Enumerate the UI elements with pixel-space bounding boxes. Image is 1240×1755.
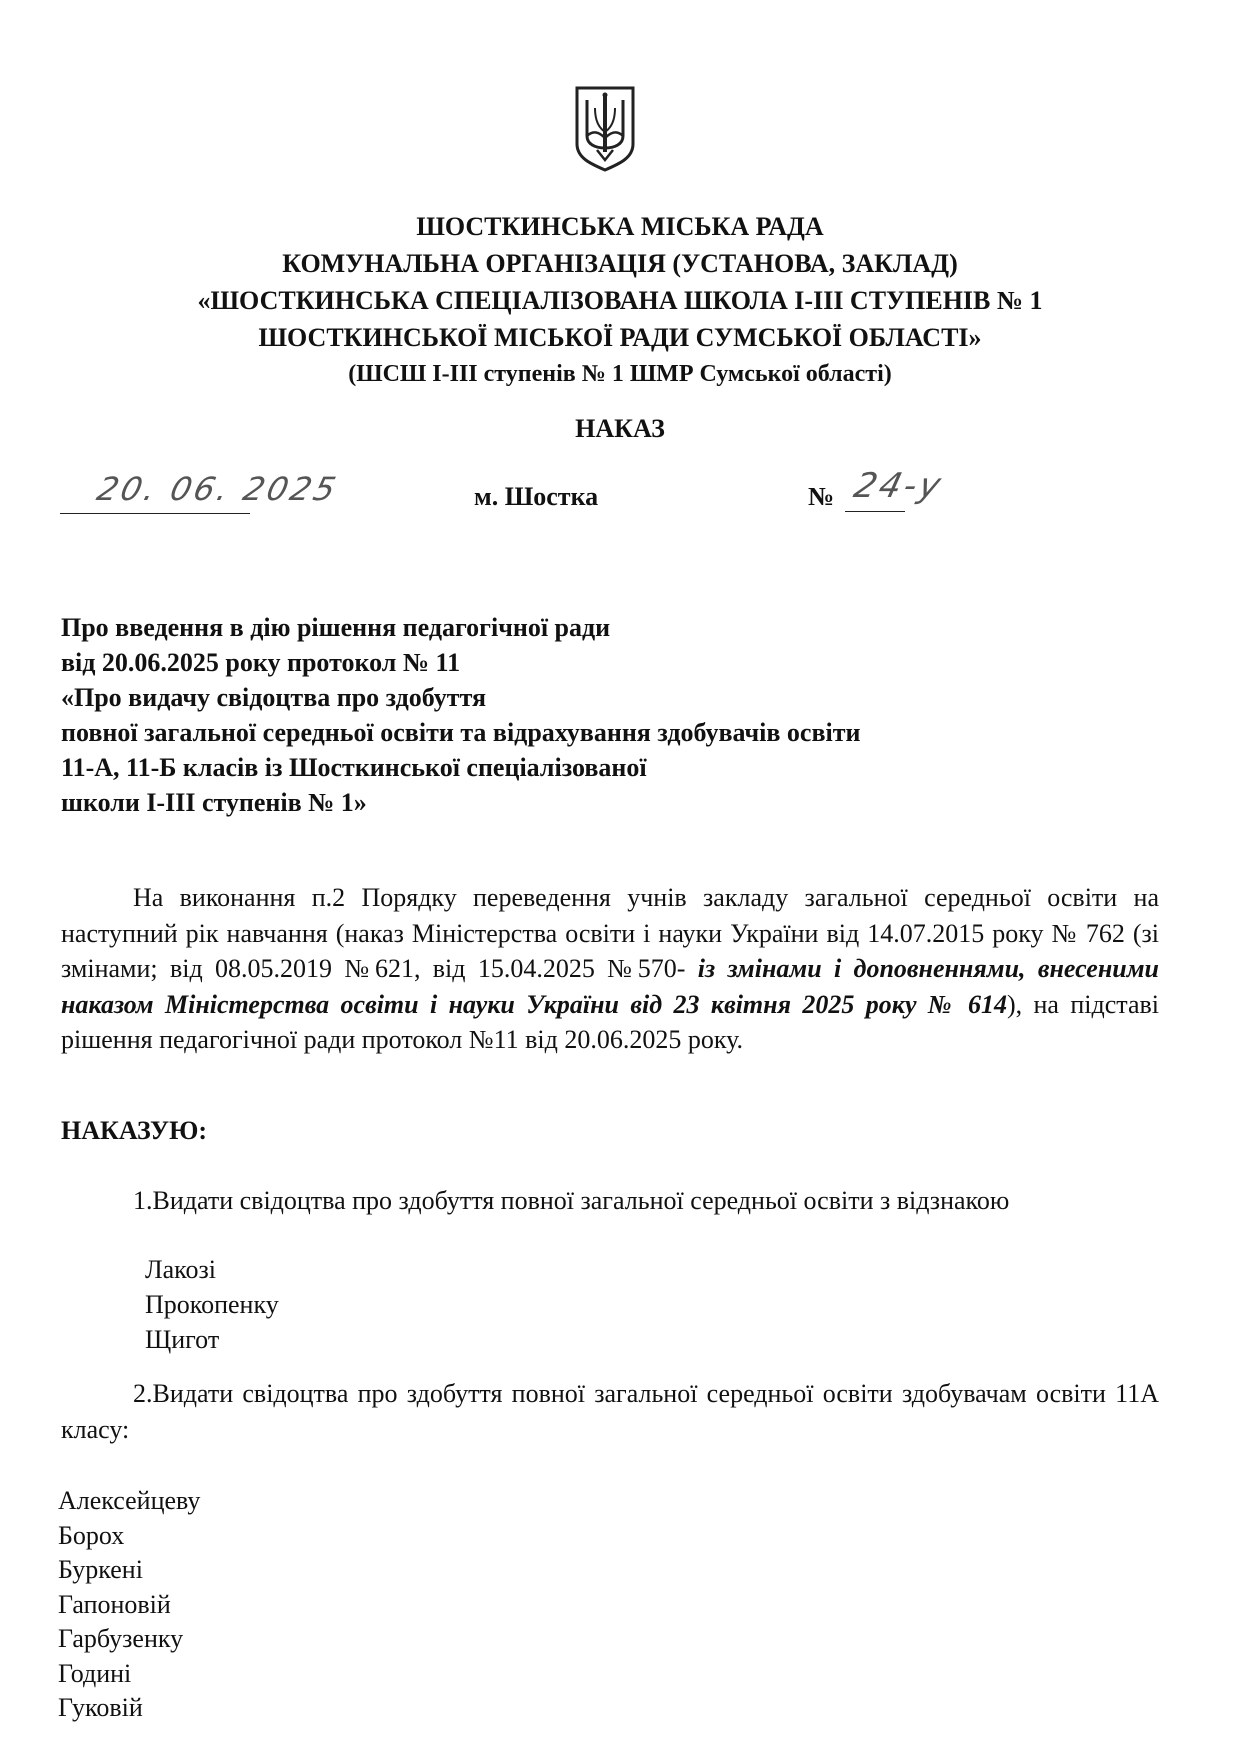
order-subject <box>61 610 1061 820</box>
preamble-text-end: ), на підставі рішення педагогічної ради протокол №11 від 20.06.2025 року. <box>61 989 1159 1054</box>
honors-recipient-list <box>145 1252 279 1357</box>
header-line-abbreviation: (ШСШ І-ІІІ ступенів № 1 ШМР Сумської області) <box>348 361 892 387</box>
order-heading: НАКАЗУЮ: <box>61 1116 208 1145</box>
list-item: Буркені <box>58 1555 143 1584</box>
order-number-label: № <box>808 482 835 511</box>
subject-line: «Про видачу свідоцтва про здобуття <box>61 683 487 712</box>
trident-emblem-icon <box>573 86 637 172</box>
city-label: м. Шостка <box>474 482 599 511</box>
document-type-title: НАКАЗ <box>575 414 665 443</box>
list-item: Борох <box>58 1520 125 1550</box>
subject-line: Про введення в дію рішення педагогічної ради <box>61 613 611 642</box>
list-item: Прокопенку <box>145 1290 279 1319</box>
header-line-council: ШОСТКИНСЬКА МІСЬКА РАДА <box>416 212 824 241</box>
subject-line: школи І-ІІІ ступенів № 1» <box>61 788 367 817</box>
list-item: Годині <box>58 1658 132 1688</box>
preamble-paragraph <box>61 880 1159 1058</box>
order-item-1: 1.Видати свідоцтва про здобуття повної загальної середньої освіти з відзнакою <box>133 1186 1010 1215</box>
subject-line: від 20.06.2025 року протокол № 11 <box>61 648 461 677</box>
list-item: Щигот <box>145 1325 220 1354</box>
preamble-emphasis: із змінами і доповненнями, внесеними наказом Міністерства освіти і науки України від 23 квітня 2025 року № 614 <box>61 954 1159 1019</box>
preamble-text: На виконання п.2 Порядку переведення учнів закладу загальної середньої освіти на наступний рік навчання (наказ Міністерства освіти і науки України від 14.07.2015 року № 762 (зі змінами; від 08.05.2019 №621, від 15.04.2025 №570- <box>61 883 1159 983</box>
list-item: Лакозі <box>145 1255 216 1284</box>
list-item: Алексейцеву <box>58 1486 201 1515</box>
institution-header <box>80 208 1160 393</box>
subject-line: повної загальної середньої освіти та відрахування здобувачів освіти <box>61 718 861 747</box>
list-item: Гарбузенку <box>58 1624 184 1653</box>
header-line-organization: КОМУНАЛЬНА ОРГАНІЗАЦІЯ (УСТАНОВА, ЗАКЛАД) <box>282 249 958 278</box>
handwritten-order-number: 24-у <box>850 466 948 506</box>
header-line-council-region: ШОСТКИНСЬКОЇ МІСЬКОЇ РАДИ СУМСЬКОЇ ОБЛАСТІ» <box>258 323 982 352</box>
order-item-2: 2.Видати свідоцтва про здобуття повної загальної середньої освіти здобувачам освіти 11А класу: <box>61 1379 1159 1444</box>
handwritten-date: 20. 06. 2025 <box>93 470 343 508</box>
class-11a-recipient-list <box>58 1484 200 1726</box>
list-item: Гуковій <box>58 1693 143 1722</box>
header-line-school-name: «ШОСТКИНСЬКА СПЕЦІАЛІЗОВАНА ШКОЛА І-ІІІ СТУПЕНІВ № 1 <box>197 286 1043 315</box>
subject-line: 11-А, 11-Б класів із Шосткинської спеціалізованої <box>61 753 647 782</box>
list-item: Гапоновій <box>58 1589 171 1619</box>
